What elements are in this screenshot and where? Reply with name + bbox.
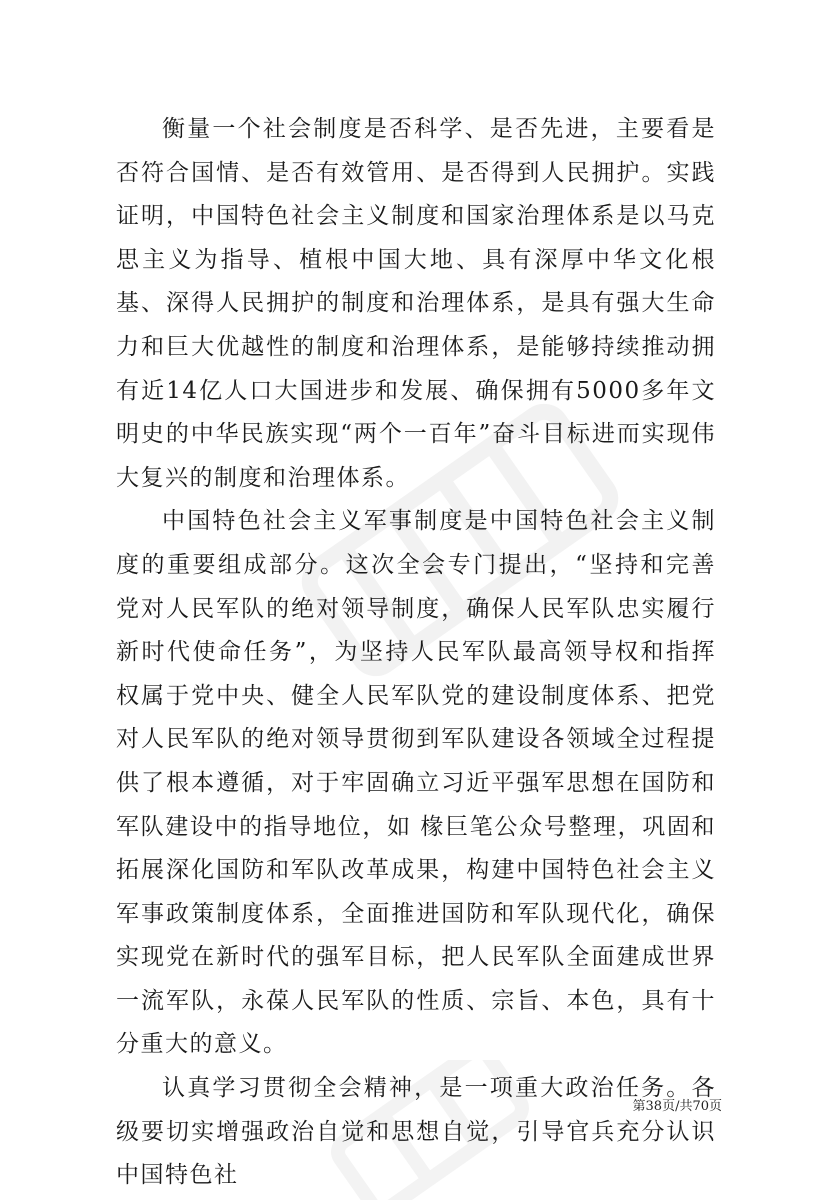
paragraph-2: 中国特色社会主义军事制度是中国特色社会主义制度的重要组成部分。这次全会专门提出，“坚持和完善党对人民军队的绝对领导制度，确保人民军队忠实履行新时代使命任务”，为坚持人民军队最高领导权和指挥权属于党中央、健全人民军队党的建设制度体系、把党对人民军队的绝对领导贯彻到军队建设各领域全过程提供了根本遵循，对于牢固确立习近平强军思想在国防和军队建设中的指导地位，如 椽巨笔公众号整理，巩固和拓展深化国防和军队改革成果，构建中国特色社会主义军事政策制度体系，全面推进国防和军队现代化，确保实现党在新时代的强军目标，把人民军队全面建成世界一流军队，永葆人民军队的性质、宗旨、本色，具有十分重大的意义。 — [116, 508, 716, 1058]
document-body — [116, 108, 716, 1198]
paragraph-1: 衡量一个社会制度是否科学、是否先进，主要看是否符合国情、是否有效管用、是否得到人民拥护。实践证明，中国特色社会主义制度和国家治理体系是以马克思主义为指导、植根中国大地、具有深厚中华文化根基、深得人民拥护的制度和治理体系，是具有强大生命力和巨大优越性的制度和治理体系，是能够持续推动拥有近14亿人口大国进步和发展、确保拥有5000多年文明史的中华民族实现“两个一百年”奋斗目标进而实现伟大复兴的制度和治理体系。 — [116, 116, 716, 491]
paragraph-3: 认真学习贯彻全会精神，是一项重大政治任务。各级要切实增强政治自觉和思想自觉，引导官兵充分认识中国特色社 — [116, 1075, 716, 1189]
page-number: 第38页/共70页 — [632, 1099, 722, 1114]
